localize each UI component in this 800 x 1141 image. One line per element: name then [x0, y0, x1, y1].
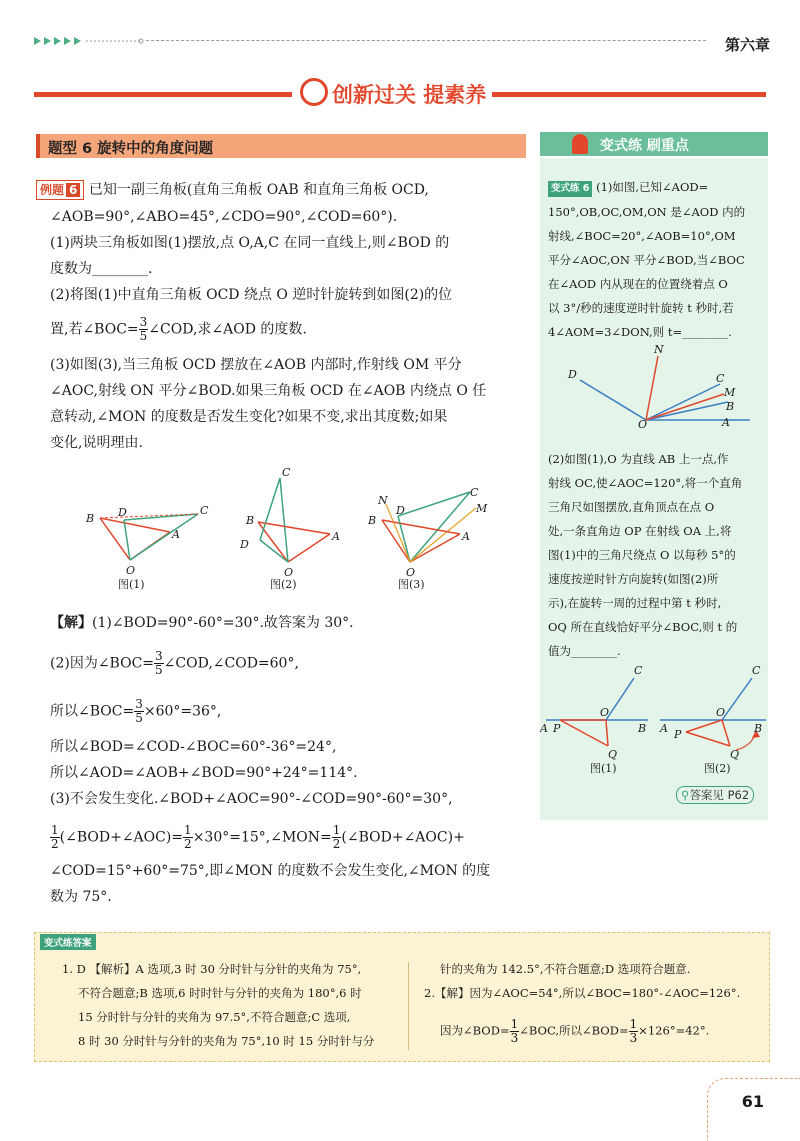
svg-text:C: C: [752, 664, 761, 677]
solution-line-7: $\frac{1}{2}$ (∠BOD+∠AOC)= $\frac{1}{2}$ ×30°=15°,∠MON= $\frac{1}{2}$ (∠BOD+∠AOC)+: [51, 823, 465, 851]
practice-2-line-4: 处,一条直角边 OP 在射线 OA 上,将: [548, 524, 732, 538]
svg-text:图(1): 图(1): [118, 578, 145, 591]
answer-left-1: 1. D 【解析】A 选项,3 时 30 分时针与分针的夹角为 75°,: [62, 962, 362, 976]
practice-1-line-3: 射线,∠BOC=20°,∠AOB=10°,OM: [548, 229, 736, 243]
svg-text:P: P: [553, 722, 561, 735]
practice-2-line-2: 射线 OC,使∠AOC=120°,将一个直角: [548, 476, 743, 490]
practice-2-line-7: 示),在旋转一周的过程中第 t 秒时,: [548, 596, 722, 610]
svg-text:A: A: [540, 722, 548, 735]
svg-text:O: O: [600, 706, 610, 719]
svg-text:O: O: [716, 706, 726, 719]
svg-text:B: B: [246, 514, 255, 527]
svg-text:O: O: [638, 418, 648, 431]
pin-icon: ⚲: [681, 788, 690, 802]
solution-line-3: 所以∠BOC= $\frac{3}{5}$ ×60°=36°,: [50, 697, 222, 725]
banner-rule-left: [34, 92, 292, 97]
swirl-icon: [300, 78, 328, 106]
svg-text:A: A: [660, 722, 668, 735]
example-line-1: 例题 6 已知一副三角板(直角三角板 OAB 和直角三角板 OCD,: [36, 180, 429, 200]
answer-right-3: 因为∠BOD= $\frac{1}{3}$ ∠BOC,所以∠BOD= $\frac{1}{3}$ ×126°=42°.: [440, 1017, 710, 1045]
solution-line-6: (3)不会发生变化.∠BOD+∠AOC=90°-∠COD=90°-60°=30°,: [50, 791, 453, 807]
solution-line-2: (2)因为∠BOC= $\frac{3}{5}$ ∠COD,∠COD=60°,: [50, 649, 299, 677]
solution-line-5: 所以∠AOD=∠AOB+∠BOD=90°+24°=114°.: [50, 765, 358, 781]
example-line-8: ∠AOC,射线 ON 平分∠BOD.如果三角板 OCD 在∠AOB 内绕点 O 任: [50, 383, 487, 399]
svg-text:B: B: [86, 512, 95, 525]
svg-text:A: A: [462, 530, 470, 543]
practice-2-line-8: OQ 所在直线恰好平分∠BOC,则 t 的: [548, 620, 738, 634]
figure-2: [239, 466, 340, 591]
solution-line-8: ∠COD=15°+60°=75°,即∠MON 的度数不会发生变化,∠MON 的度: [50, 863, 491, 879]
svg-text:Q: Q: [730, 748, 740, 761]
example-badge: 例题 6: [36, 180, 84, 200]
practice-2-figures: [540, 660, 768, 780]
example-figures: [80, 462, 520, 594]
svg-text:图(3): 图(3): [398, 578, 425, 591]
svg-text:D: D: [396, 504, 405, 517]
solution-line-9: 数为 75°.: [50, 889, 112, 905]
practice-2-figure-2: [659, 664, 766, 775]
practice-title: 变式练 刷重点: [600, 138, 689, 154]
svg-text:B: B: [368, 514, 377, 527]
svg-text:C: C: [282, 466, 291, 479]
svg-text:C: C: [470, 486, 479, 499]
solution-line-4: 所以∠BOD=∠COD-∠BOC=60°-36°=24°,: [50, 739, 337, 755]
figure-3: [367, 486, 488, 591]
practice-2-line-9: 值为________.: [548, 644, 621, 658]
answer-right-2: 2.【解】因为∠AOC=54°,所以∠BOC=180°-∠AOC=126°.: [424, 986, 741, 1000]
svg-text:图(1): 图(1): [590, 762, 617, 775]
header-rule: [146, 40, 706, 41]
svg-text:Q: Q: [608, 748, 618, 761]
example-line-2: ∠AOB=90°,∠ABO=45°,∠CDO=90°,∠COD=60°).: [50, 209, 398, 225]
practice-2-line-5: 图(1)中的三角尺绕点 O 以每秒 5°的: [548, 548, 736, 562]
example-line-9: 意转动,∠MON 的度数是否发生变化?如果不变,求出其度数;如果: [50, 409, 448, 425]
answers-divider: [408, 962, 409, 1050]
svg-text:C: C: [634, 664, 643, 677]
svg-text:B: B: [754, 722, 763, 735]
svg-text:D: D: [118, 506, 127, 519]
answers-tag: 变式练答案: [40, 934, 96, 950]
svg-text:O: O: [284, 566, 294, 579]
practice-header: [540, 132, 768, 156]
practice-1-line-1: 变式练 6 (1)如图,已知∠AOD=: [548, 180, 708, 197]
chapter-label: 第六章: [724, 36, 770, 54]
header-arrows: [34, 36, 144, 46]
page-number: 61: [741, 1092, 764, 1111]
svg-text:P: P: [674, 728, 682, 741]
svg-text:图(2): 图(2): [270, 578, 297, 591]
example-line-3: (1)两块三角板如图(1)摆放,点 O,A,C 在同一直线上,则∠BOD 的: [50, 235, 450, 251]
svg-text:O: O: [406, 566, 416, 579]
practice-1-figure: [560, 340, 760, 435]
svg-text:O: O: [126, 564, 136, 577]
practice-2-line-1: (2)如图(1),O 为直线 AB 上一点,作: [548, 452, 729, 466]
practice-1-line-6: 以 3°/秒的速度逆时针旋转 t 秒时,若: [548, 301, 734, 315]
svg-text:A: A: [722, 416, 730, 429]
topic-title: 题型 6 旋转中的角度问题: [48, 141, 214, 157]
svg-text:D: D: [568, 368, 577, 381]
practice-2-line-6: 速度按逆时针方向旋转(如图(2)所: [548, 572, 719, 586]
section-banner: [300, 78, 486, 109]
banner-rule-right: [492, 92, 766, 97]
svg-text:D: D: [240, 538, 249, 551]
answer-right-1: 针的夹角为 142.5°,不符合题意;D 选项符合题意.: [440, 962, 691, 976]
example-line-6: 置,若∠BOC= $\frac{3}{5}$ ∠COD,求∠AOD 的度数.: [50, 315, 307, 343]
example-line-5: (2)将图(1)中直角三角板 OCD 绕点 O 逆时针旋转到如图(2)的位: [50, 287, 453, 303]
figure-1: [85, 504, 209, 591]
answer-left-3: 15 分时针与分针的夹角为 97.5°,不符合题意;C 选项,: [78, 1010, 351, 1024]
svg-text:C: C: [716, 372, 725, 385]
example-line-10: 变化,说明理由.: [50, 435, 143, 451]
svg-text:C: C: [200, 504, 209, 517]
svg-text:M: M: [476, 502, 488, 515]
practice-1-line-5: 在∠AOD 内从现在的位置绕着点 O: [548, 277, 728, 291]
svg-text:A: A: [332, 530, 340, 543]
svg-text:N: N: [654, 343, 664, 356]
practice-1-line-7: 4∠AOM=3∠DON,则 t=________.: [548, 325, 732, 339]
svg-text:B: B: [726, 400, 735, 413]
svg-text:图(2): 图(2): [704, 762, 731, 775]
topic-bar: [36, 134, 526, 158]
answer-left-2: 不符合题意;B 选项,6 时时针与分针的夹角为 180°,6 时: [78, 986, 362, 1000]
practice-1-line-2: 150°,OB,OC,OM,ON 是∠AOD 内的: [548, 205, 746, 219]
answer-left-4: 8 时 30 分时针与分针的夹角为 75°,10 时 15 分时针与分: [78, 1034, 375, 1048]
solution-line-1: 【解】(1)∠BOD=90°-60°=30°.故答案为 30°.: [50, 615, 354, 631]
example-line-7: (3)如图(3),当三角板 OCD 摆放在∠AOB 内部时,作射线 OM 平分: [50, 357, 462, 373]
practice-2-line-3: 三角尺如图摆放,直角顶点在点 O: [548, 500, 715, 514]
practice-2-figure-1: [540, 664, 648, 775]
svg-text:M: M: [724, 386, 736, 399]
practice-1-line-4: 平分∠AOC,ON 平分∠BOD,当∠BOC: [548, 253, 745, 267]
svg-text:N: N: [378, 494, 388, 507]
fraction-3-5: $\frac{3}{5}$: [139, 315, 148, 343]
practice-tag: 变式练 6: [548, 181, 592, 197]
svg-text:B: B: [638, 722, 647, 735]
example-line-4: 度数为________.: [50, 261, 153, 277]
svg-text:A: A: [172, 528, 180, 541]
banner-title: 创新过关 提素养: [332, 83, 487, 107]
runner-icon: [572, 134, 588, 154]
answer-reference-link[interactable]: ⚲答案见 P62: [676, 786, 754, 804]
